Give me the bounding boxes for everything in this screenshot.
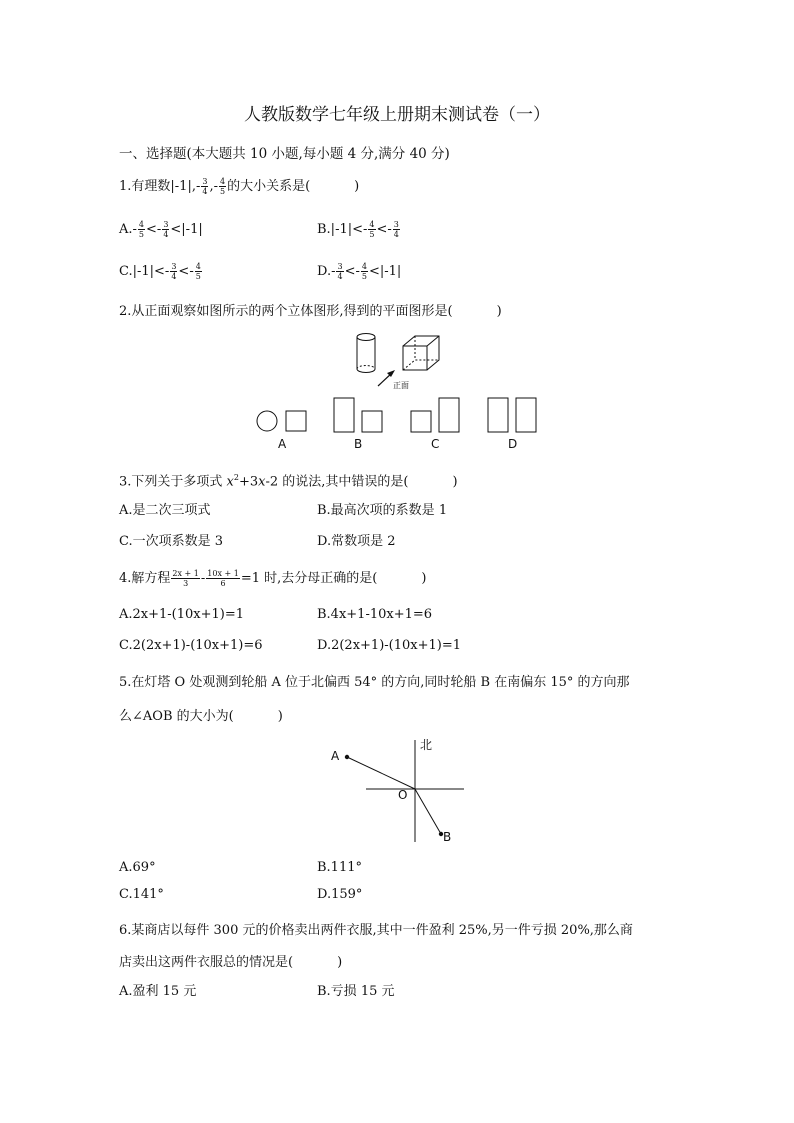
question-4: 4.解方程 $\frac{2x + 1}{3}$ - $\frac{10x + 1}{6}$ =1 时,去分母正确的是( ) xyxy=(119,569,427,588)
cube-shape xyxy=(403,336,439,370)
question-6-line-2: 店卖出这两件衣服总的情况是( ) xyxy=(119,955,343,970)
ray-oa xyxy=(347,757,415,789)
q4-option-a[interactable]: A.2x+1-(10x+1)=1 xyxy=(119,607,245,622)
q2-option-c-figure[interactable] xyxy=(411,398,459,432)
q2-option-a-figure[interactable] xyxy=(257,411,306,431)
question-5-line-1: 5.在灯塔 O 处观测到轮船 A 位于北偏西 54° 的方向,同时轮船 B 在南偏东 15° 的方向那 xyxy=(119,675,630,690)
fraction: $\frac{10x + 1}{6}$ xyxy=(207,569,239,588)
q6-option-a[interactable]: A.盈利 15 元 xyxy=(119,984,197,999)
fraction: $\frac{2x + 1}{3}$ xyxy=(172,569,199,588)
q4-option-c[interactable]: C.2(2x+1)-(10x+1)=6 xyxy=(119,638,263,653)
q3-option-c[interactable]: C.一次项系数是 3 xyxy=(119,534,224,549)
q4-option-b[interactable]: B.4x+1-10x+1=6 xyxy=(317,607,433,622)
q1-option-b[interactable]: B.|-1|<- $\frac{4}{5}$ <- $\frac{3}{4}$ xyxy=(317,220,399,239)
q2-label-c: C xyxy=(431,437,440,451)
q2-label-b: B xyxy=(354,437,363,451)
question-1: 1.有理数|-1|,- $\frac{3}{4}$ ,- $\frac{4}{5}$ 的大小关系是( ) xyxy=(119,177,360,196)
ray-ob xyxy=(415,789,441,834)
q2-label-d: D xyxy=(508,437,518,451)
point-a-dot xyxy=(345,755,349,759)
fraction: $\frac{3}{4}$ xyxy=(202,177,208,196)
point-a-label: A xyxy=(331,749,340,763)
q5-option-c[interactable]: C.141° xyxy=(119,887,164,902)
q4-option-d[interactable]: D.2(2x+1)-(10x+1)=1 xyxy=(317,638,462,653)
cylinder-shape xyxy=(357,334,375,373)
q5-option-d[interactable]: D.159° xyxy=(317,887,363,902)
q3-option-b[interactable]: B.最高次项的系数是 1 xyxy=(317,503,448,518)
page-title: 人教版数学七年级上册期末测试卷（一） xyxy=(244,105,550,125)
q2-option-d-figure[interactable] xyxy=(488,398,536,432)
q6-option-b[interactable]: B.亏损 15 元 xyxy=(317,984,395,999)
fraction: $\frac{4}{5}$ xyxy=(220,177,226,196)
q2-label-a: A xyxy=(278,437,287,451)
question-2: 2.从正面观察如图所示的两个立体图形,得到的平面图形是( ) xyxy=(119,304,502,319)
q2-figure xyxy=(250,326,550,456)
north-label: 北 xyxy=(420,738,433,752)
question-3: 3.下列关于多项式 $x^2+3x-2$ 的说法,其中错误的是( ) xyxy=(119,473,458,490)
question-6-line-1: 6.某商店以每件 300 元的价格卖出两件衣服,其中一件盈利 25%,另一件亏损 20%,那么商 xyxy=(119,923,633,938)
q3-option-a[interactable]: A.是二次三项式 xyxy=(119,503,211,518)
q5-option-b[interactable]: B.111° xyxy=(317,860,362,875)
section-heading: 一、选择题(本大题共 10 小题,每小题 4 分,满分 40 分) xyxy=(119,146,450,162)
q2-option-b-figure[interactable] xyxy=(334,398,382,432)
q1-option-d[interactable]: D.- $\frac{3}{4}$ <- $\frac{4}{5}$ <|-1| xyxy=(317,262,402,281)
front-label: 正面 xyxy=(393,381,409,390)
q1-option-c[interactable]: C.|-1|<- $\frac{3}{4}$ <- $\frac{4}{5}$ xyxy=(119,262,201,281)
q3-option-d[interactable]: D.常数项是 2 xyxy=(317,534,396,549)
point-b-label: B xyxy=(443,830,452,844)
q5-compass-figure xyxy=(320,730,470,848)
q5-option-a[interactable]: A.69° xyxy=(119,860,156,875)
question-5-line-2: 么∠AOB 的大小为( ) xyxy=(119,709,283,724)
q1-option-a[interactable]: A.- $\frac{4}{5}$ <- $\frac{3}{4}$ <|-1| xyxy=(119,220,203,239)
point-o-label: O xyxy=(398,788,408,802)
